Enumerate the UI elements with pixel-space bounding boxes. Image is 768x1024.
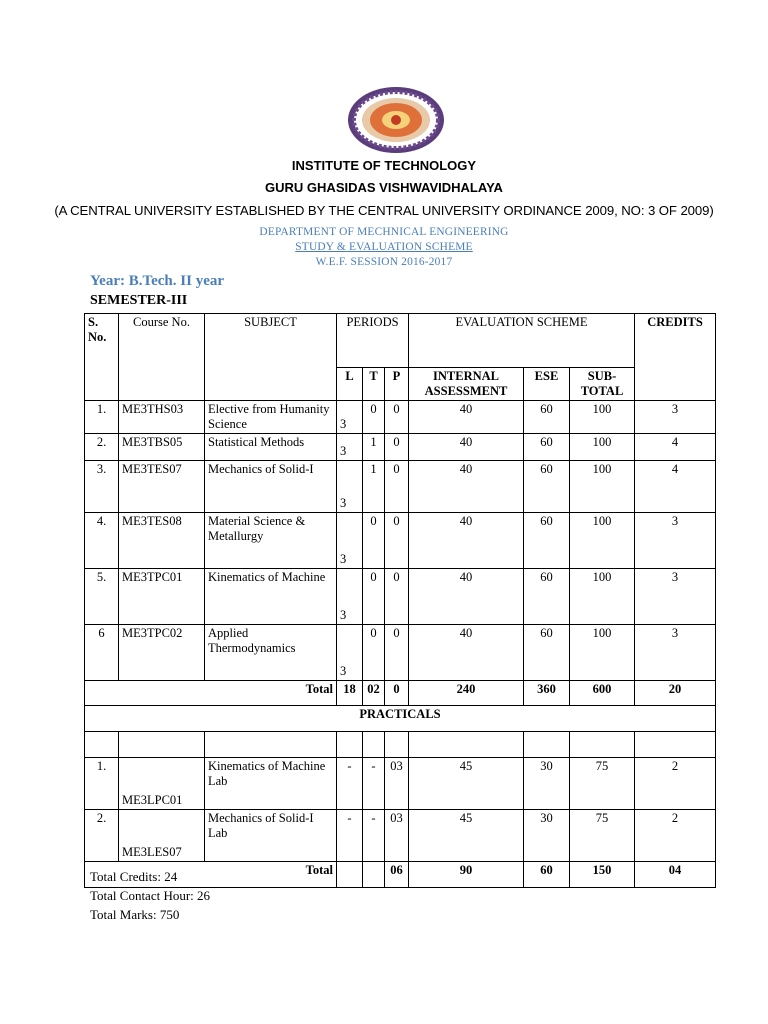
cell-t: - [363,758,385,810]
cell-ia: 40 [409,434,524,461]
cell-credits: 2 [635,810,716,862]
table-row [85,461,716,513]
cell-subject: Material Science & Metallurgy [205,513,337,569]
cell-course: ME3TPC02 [119,625,205,681]
cell-sno: 2. [85,434,119,461]
header-course: Course No. [119,314,205,401]
table-row [85,434,716,461]
prac-total-ese: 60 [524,862,570,888]
cell-t: 0 [363,513,385,569]
cell-l: 3 [337,461,363,513]
cell-ia: 40 [409,625,524,681]
total-row [85,681,716,706]
cell-sub: 100 [570,461,635,513]
cell-ese: 60 [524,461,570,513]
table-header-row [85,314,716,368]
header-eval: EVALUATION SCHEME [409,314,635,368]
header-subject: SUBJECT [205,314,337,401]
cell-p: 03 [385,758,409,810]
cell-credits: 2 [635,758,716,810]
total-ia: 240 [409,681,524,706]
cell-t: - [363,810,385,862]
total-marks-text: Total Marks: 750 [90,907,180,922]
total-l: 18 [337,681,363,706]
cell-ese: 30 [524,758,570,810]
year-heading: Year: B.Tech. II year [90,273,225,289]
semester-heading: SEMESTER-III [90,293,188,308]
cell-subject: Elective from Humanity Science [205,401,337,434]
cell-credits: 3 [635,401,716,434]
cell-credits: 3 [635,625,716,681]
cell-ia: 40 [409,569,524,625]
prac-total-credits: 04 [635,862,716,888]
cell-l: 3 [337,569,363,625]
cell-sno: 1. [85,401,119,434]
prac-total-label: Total [85,862,337,888]
cell-sub: 75 [570,810,635,862]
cell-p: 0 [385,625,409,681]
table-row [85,810,716,862]
cell-course: ME3THS03 [119,401,205,434]
cell-course: ME3TES08 [119,513,205,569]
cell-ia: 40 [409,461,524,513]
cell-ese: 60 [524,569,570,625]
cell-subject: Mechanics of Solid-I [205,461,337,513]
cell-ia: 45 [409,758,524,810]
scheme-table [84,313,716,888]
cell-p: 0 [385,513,409,569]
institute-title: INSTITUTE OF TECHNOLOGY [291,158,477,173]
prac-total-p: 06 [385,862,409,888]
practicals-total-row [85,862,716,888]
cell-l: 3 [337,513,363,569]
cell-ia: 40 [409,513,524,569]
cell-p: 0 [385,401,409,434]
cell-sno: 3. [85,461,119,513]
cell-subject: Kinematics of Machine Lab [205,758,337,810]
practicals-row [85,706,716,732]
cell-sno: 4. [85,513,119,569]
university-logo [346,86,446,154]
cell-t: 0 [363,569,385,625]
prac-total-ia: 90 [409,862,524,888]
total-credits-text: Total Credits: 24 [90,869,178,884]
cell-credits: 3 [635,569,716,625]
header-ese: ESE [524,368,570,401]
cell-t: 0 [363,625,385,681]
cell-sub: 100 [570,434,635,461]
cell-p: 0 [385,461,409,513]
header-internal: INTERNAL ASSESSMENT [409,368,524,401]
cell-course: ME3LPC01 [119,758,205,810]
cell-sno: 5. [85,569,119,625]
cell-course: ME3LES07 [119,810,205,862]
cell-p: 0 [385,569,409,625]
table-row [85,569,716,625]
total-credits: 20 [635,681,716,706]
cell-ia: 40 [409,401,524,434]
prac-total-l [337,862,363,888]
cell-l: 3 [337,401,363,434]
cell-course: ME3TES07 [119,461,205,513]
cell-course: ME3TBS05 [119,434,205,461]
cell-sno: 1. [85,758,119,810]
cell-t: 1 [363,461,385,513]
cell-subject: Statistical Methods [205,434,337,461]
cell-t: 0 [363,401,385,434]
total-label: Total [85,681,337,706]
cell-t: 1 [363,434,385,461]
session-title: W.E.F. SESSION 2016-2017 [315,256,453,268]
cell-l: - [337,810,363,862]
cell-p: 0 [385,434,409,461]
cell-ese: 30 [524,810,570,862]
cell-ese: 60 [524,625,570,681]
cell-credits: 3 [635,513,716,569]
header-credits: CREDITS [635,314,716,401]
total-contact-text: Total Contact Hour: 26 [90,888,211,903]
table-row [85,758,716,810]
cell-credits: 4 [635,434,716,461]
table-row [85,401,716,434]
cell-p: 03 [385,810,409,862]
cell-l: - [337,758,363,810]
cell-subject: Applied Thermodynamics [205,625,337,681]
cell-credits: 4 [635,461,716,513]
cell-sub: 75 [570,758,635,810]
cell-subject: Mechanics of Solid-I Lab [205,810,337,862]
header-p: P [385,368,409,401]
cell-ese: 60 [524,513,570,569]
cell-l: 3 [337,625,363,681]
cell-ese: 60 [524,434,570,461]
prac-total-sub: 150 [570,862,635,888]
total-t: 02 [363,681,385,706]
header-l: L [337,368,363,401]
total-sub: 600 [570,681,635,706]
total-p: 0 [385,681,409,706]
total-ese: 360 [524,681,570,706]
cell-sub: 100 [570,513,635,569]
university-title: GURU GHASIDAS VISHWAVIDHALAYA [265,180,503,195]
cell-l: 3 [337,434,363,461]
cell-course: ME3TPC01 [119,569,205,625]
header-subtotal: SUB-TOTAL [570,368,635,401]
cell-sub: 100 [570,625,635,681]
cell-ia: 45 [409,810,524,862]
spacer-row [85,732,716,758]
table-row [85,625,716,681]
department-title: DEPARTMENT OF MECHNICAL ENGINEERING [259,226,509,238]
practicals-heading: PRACTICALS [85,706,716,732]
table-row [85,513,716,569]
university-status: (A CENTRAL UNIVERSITY ESTABLISHED BY THE CENTRAL UNIVERSITY ORDINANCE 2009, NO: 3 OF 2009) [54,203,714,218]
cell-sno: 6 [85,625,119,681]
header-sno: S. No. [85,314,119,401]
header-periods: PERIODS [337,314,409,368]
cell-ese: 60 [524,401,570,434]
header-t: T [363,368,385,401]
cell-sub: 100 [570,569,635,625]
cell-sub: 100 [570,401,635,434]
cell-sno: 2. [85,810,119,862]
prac-total-t [363,862,385,888]
scheme-title: STUDY & EVALUATION SCHEME [295,241,473,253]
cell-subject: Kinematics of Machine [205,569,337,625]
